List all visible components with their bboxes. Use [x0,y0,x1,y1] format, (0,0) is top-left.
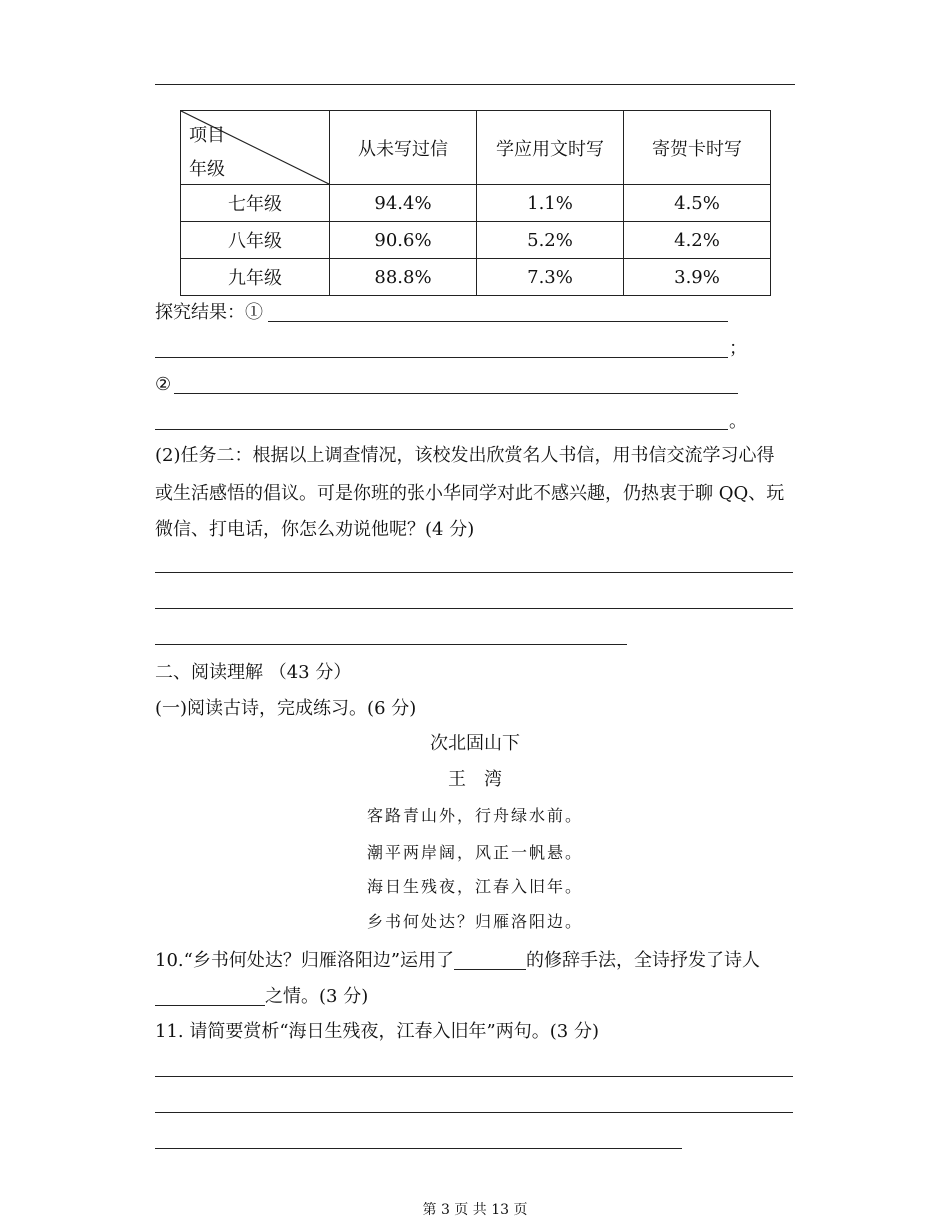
table-cell: 88.8% [330,259,477,296]
table-row [181,185,771,222]
answer-line[interactable] [155,1148,682,1149]
task2-line: (2)任务二：根据以上调查情况，该校发出欣赏名人书信，用书信交流学习心得 [155,445,775,466]
question-10-part: 的修辞手法，全诗抒发了诗人 [526,950,761,971]
diagonal-header-cell [181,111,330,185]
question-10-part: 10.“乡书何处达？归雁洛阳边”运用了 [155,950,455,971]
question-11: 11. 请简要赏析“海日生残夜，江春入旧年”两句。(3 分) [155,1021,599,1042]
poem-title: 次北固山下 [430,733,520,754]
task2-line: 微信、打电话，你怎么劝说他呢？(4 分) [155,519,475,540]
answer-line[interactable] [155,429,728,430]
answer-line[interactable] [174,393,738,394]
task2-line: 或生活感悟的倡议。可是你班的张小华同学对此不感兴趣，仍热衷于聊 QQ、玩 [155,483,785,504]
column-header: 从未写过信 [330,111,477,185]
result-label: 探究结果：① [155,302,263,323]
answer-line[interactable] [155,1112,793,1113]
table-cell: 94.4% [330,185,477,222]
result-mark-2: ② [155,374,172,395]
fill-blank[interactable] [454,951,526,970]
answer-line[interactable] [155,572,793,573]
column-header: 寄贺卡时写 [624,111,771,185]
survey-table [180,110,771,296]
header-item-label: 项目 [189,125,225,146]
table-cell: 4.5% [624,185,771,222]
table-row [181,222,771,259]
page-footer: 第 3 页 共 13 页 [422,1202,528,1218]
poem-author: 王 湾 [448,769,502,790]
answer-line[interactable] [268,321,728,322]
table-cell: 1.1% [477,185,624,222]
semicolon: ； [729,338,747,359]
column-header: 学应用文时写 [477,111,624,185]
answer-line[interactable] [155,608,793,609]
poem-line: 乡书何处达？归雁洛阳边。 [366,912,583,931]
fill-blank[interactable] [155,987,265,1006]
table-cell: 3.9% [624,259,771,296]
table-cell: 7.3% [477,259,624,296]
table-cell: 5.2% [477,222,624,259]
table-header-row [181,111,771,185]
section-heading: 二、阅读理解 （43 分） [155,662,352,683]
row-grade: 八年级 [181,222,330,259]
poem-line: 客路青山外，行舟绿水前。 [366,806,583,825]
question-10-continued [155,987,368,1006]
table-cell: 4.2% [624,222,771,259]
period: 。 [729,411,747,432]
table-row [181,259,771,296]
answer-line[interactable] [155,644,627,645]
header-grade-label: 年级 [189,159,225,180]
top-rule [155,84,795,85]
answer-line[interactable] [155,1076,793,1077]
poem-line: 潮平两岸阔，风正一帆悬。 [366,843,583,862]
question-10 [155,951,760,970]
answer-line[interactable] [155,357,728,358]
row-grade: 七年级 [181,185,330,222]
question-10-part: 之情。(3 分) [265,986,369,1007]
row-grade: 九年级 [181,259,330,296]
table-cell: 90.6% [330,222,477,259]
section-subheading: (一)阅读古诗，完成练习。(6 分) [155,698,417,719]
poem-line: 海日生残夜，江春入旧年。 [366,877,583,896]
